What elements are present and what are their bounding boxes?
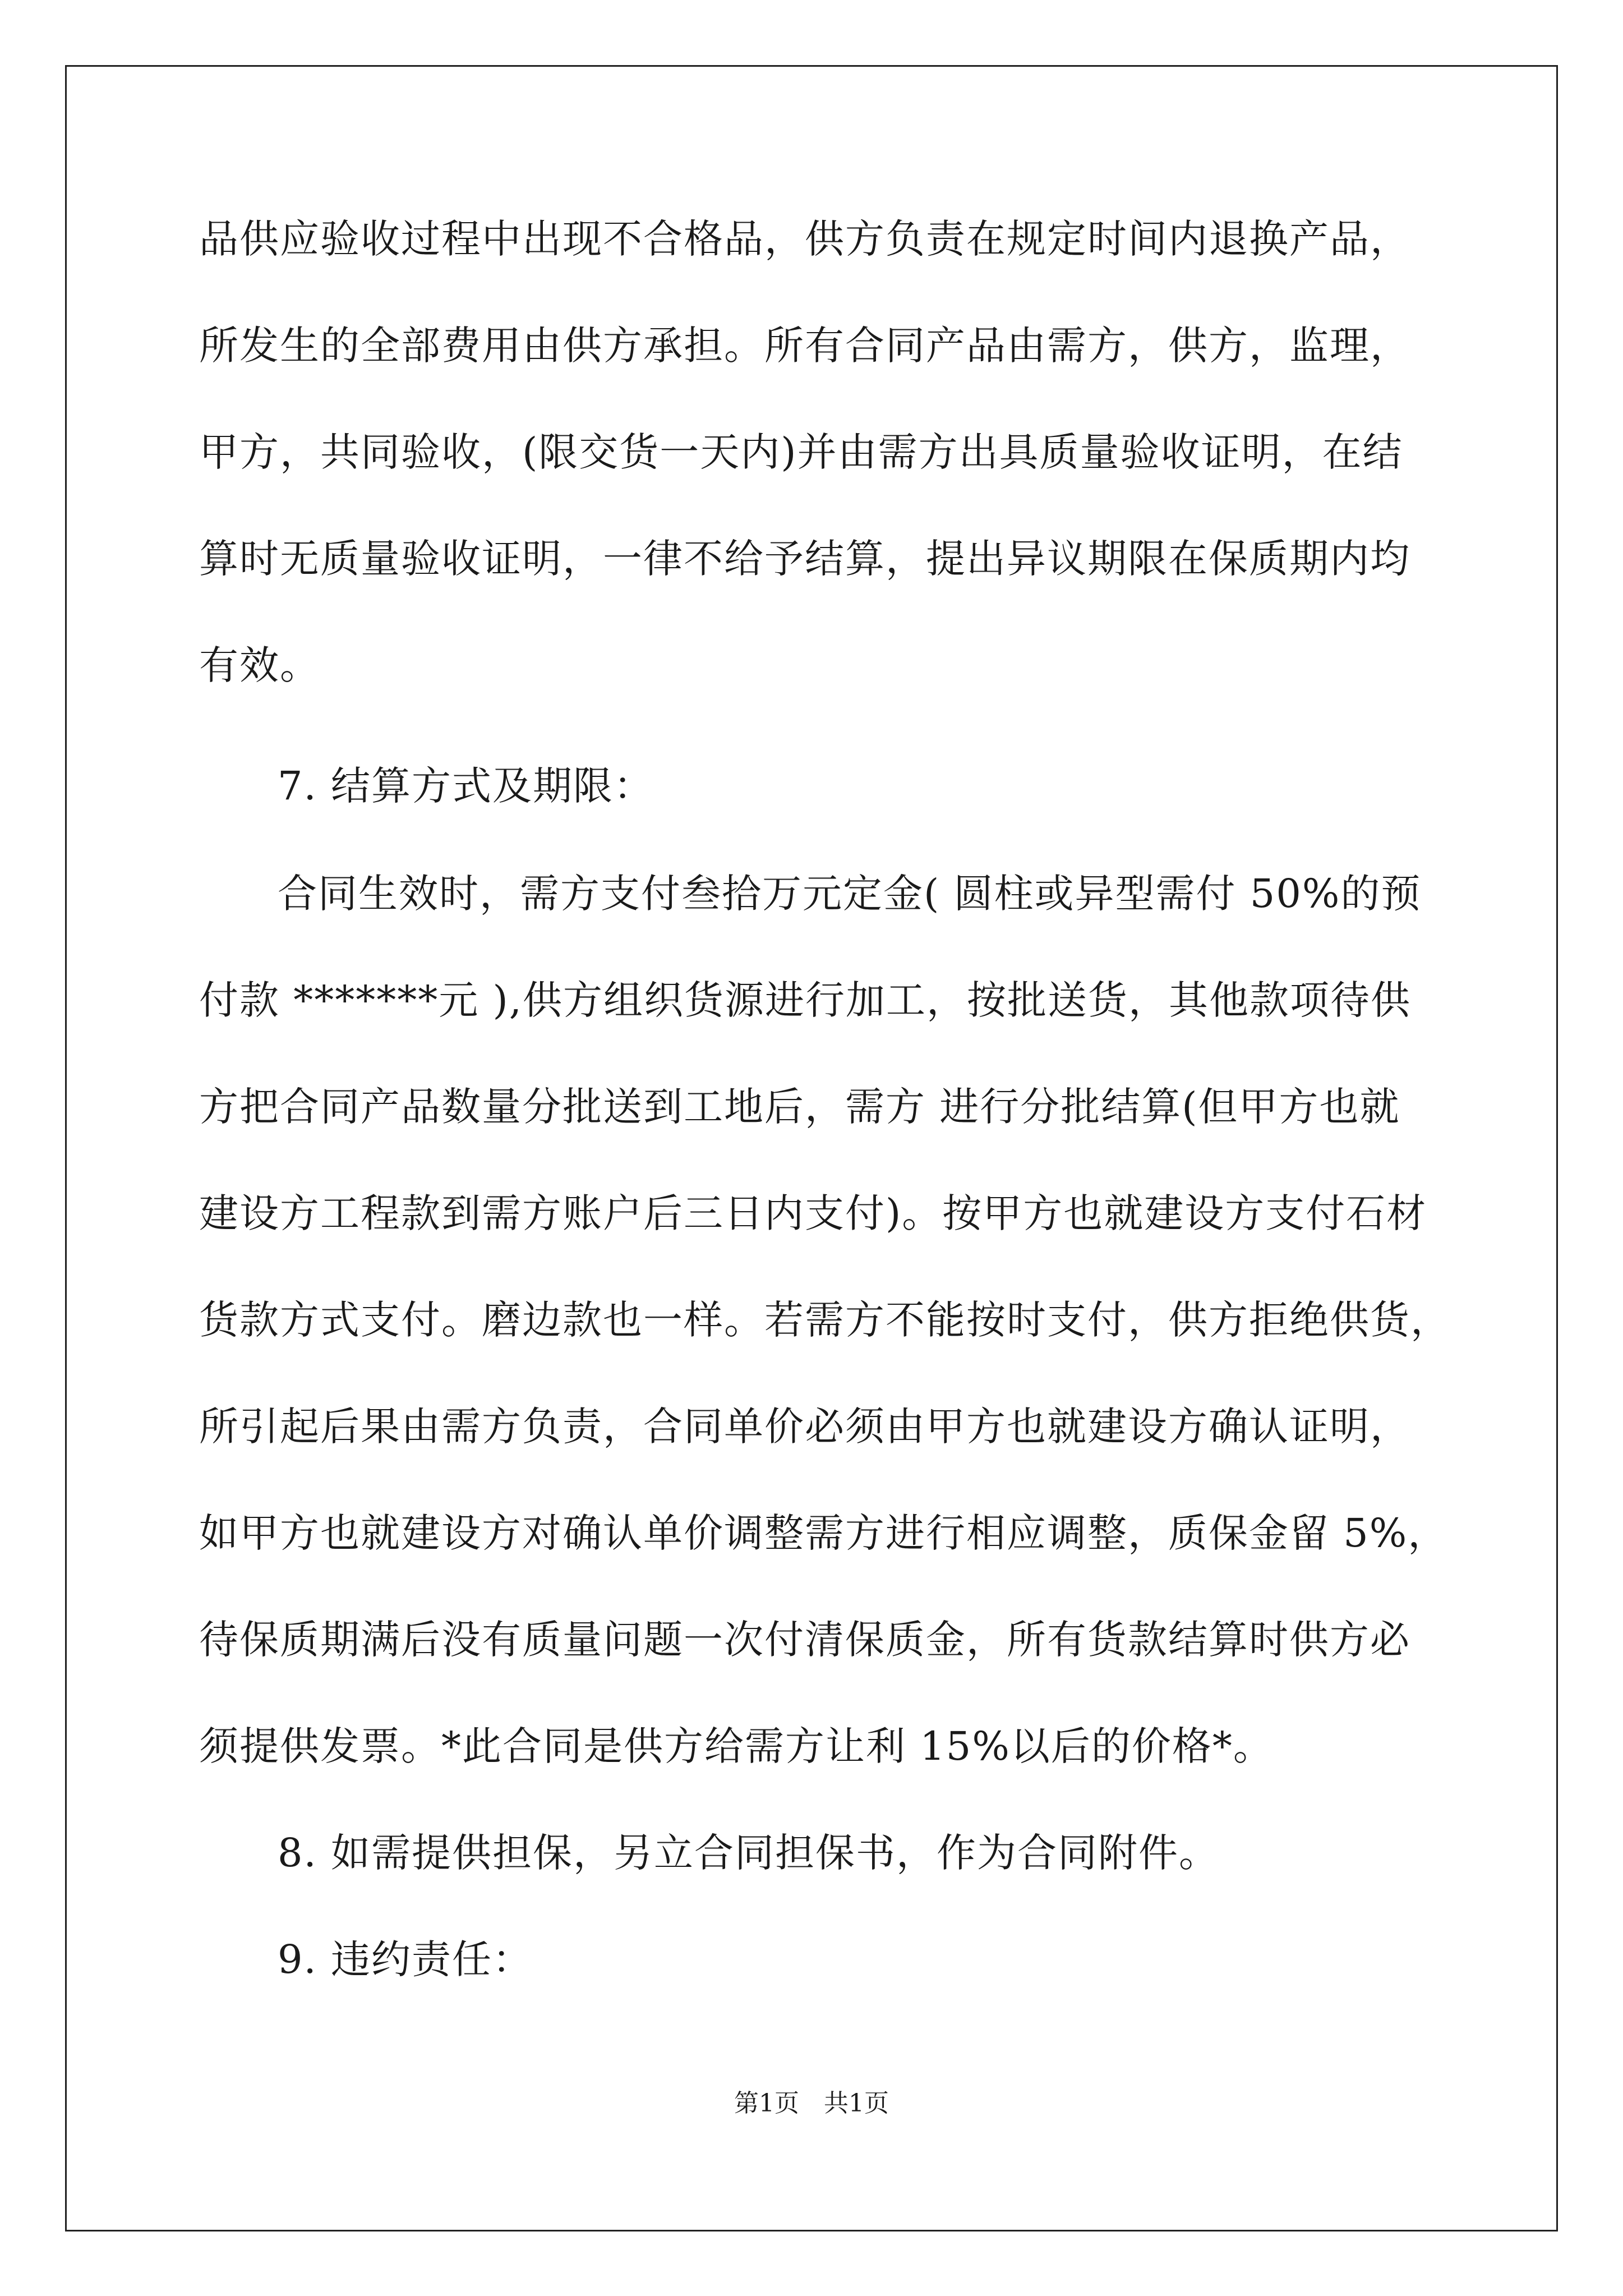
body-text-line: 待保质期满后没有质量问题一次付清保质金，所有货款结算时供方必 <box>199 1617 1410 1663</box>
body-text-line: 合同生效时，需方支付叁拾万元定金( 圆柱或异型需付 50%的预 <box>278 871 1422 917</box>
body-text-line: 建设方工程款到需方账户后三日内支付)。按甲方也就建设方支付石材 <box>199 1190 1427 1236</box>
body-text-line: 方把合同产品数量分批送到工地后，需方 进行分批结算(但甲方也就 <box>199 1084 1400 1130</box>
page-border <box>65 65 1558 2231</box>
page-number-footer: 第1页 共1页 <box>734 2089 889 2118</box>
body-text-line: 付款 *******元 ),供方组织货源进行加工，按批送货，其他款项待供 <box>199 977 1412 1023</box>
section-heading-9: 9. 违约责任： <box>278 1936 533 1982</box>
body-text-line: 所引起后果由需方负责，合同单价必须由甲方也就建设方确认证明， <box>199 1404 1410 1450</box>
body-text-line: 品供应验收过程中出现不合格品，供方负责在规定时间内退换产品， <box>199 216 1410 262</box>
section-heading-8: 8. 如需提供担保，另立合同担保书，作为合同附件。 <box>278 1830 1220 1876</box>
body-text-line: 甲方，共同验收，(限交货一天内)并由需方出具质量验收证明，在结 <box>199 429 1403 475</box>
body-text-line: 货款方式支付。磨边款也一样。若需方不能按时支付，供方拒绝供货， <box>199 1297 1451 1343</box>
body-text-line: 如甲方也就建设方对确认单价调整需方进行相应调整，质保金留 5%， <box>199 1510 1449 1556</box>
section-heading-7: 7. 结算方式及期限： <box>278 763 654 809</box>
body-text-line: 须提供发票。*此合同是供方给需方让利 15%以后的价格*。 <box>199 1723 1274 1769</box>
body-text-line: 算时无质量验收证明，一律不给予结算，提出异议期限在保质期内均 <box>199 536 1410 582</box>
body-text-line: 有效。 <box>199 642 320 688</box>
body-text-line: 所发生的全部费用由供方承担。所有合同产品由需方，供方，监理， <box>199 323 1410 369</box>
